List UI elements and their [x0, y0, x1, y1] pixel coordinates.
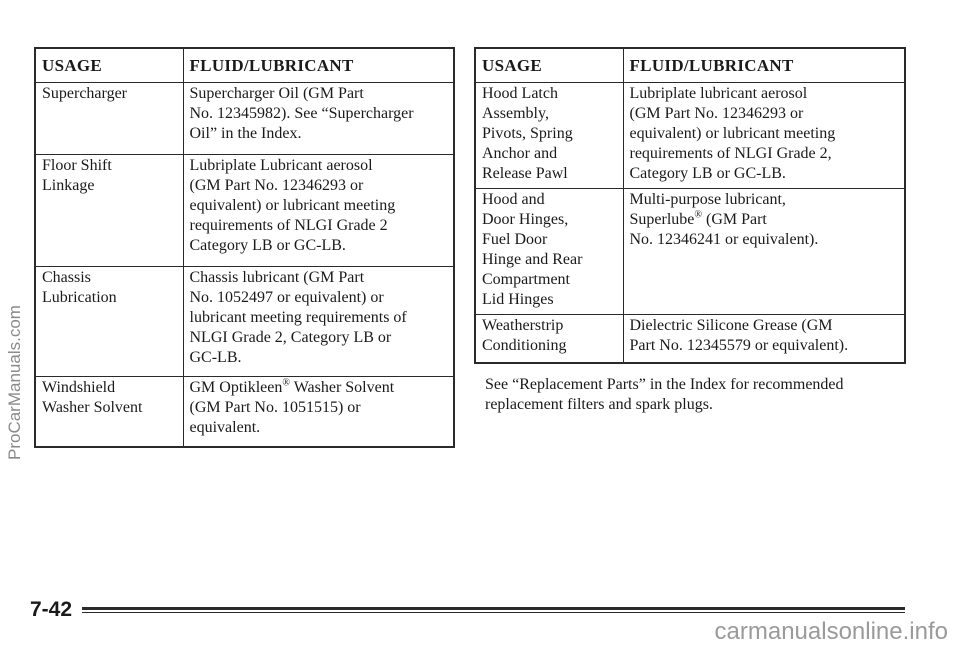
- usage-cell: Windshield Washer Solvent: [35, 377, 183, 447]
- footer-rule: [82, 607, 905, 610]
- usage-cell: Supercharger: [35, 83, 183, 155]
- fluid-text: Washer Solvent (GM Part No. 1051515) or equivalent.: [189, 379, 395, 436]
- usage-cell: Chassis Lubrication: [35, 267, 183, 377]
- fluid-cell: Dielectric Silicone Grease (GM Part No. 12345579 or equivalent).: [623, 315, 905, 363]
- footer-rule-thin: [82, 612, 905, 613]
- usage-cell: Floor Shift Linkage: [35, 155, 183, 267]
- table-row: [475, 189, 905, 315]
- table-row: [35, 155, 454, 267]
- fluid-cell: [623, 189, 905, 315]
- fluid-table-right: [474, 47, 906, 364]
- fluid-cell: Lubriplate lubricant aerosol (GM Part No. 12346293 or equivalent) or lubricant meeting requirements of NLGI Grade 2, Category LB or GC-LB.: [623, 83, 905, 189]
- usage-cell: Hood Latch Assembly, Pivots, Spring Anchor and Release Pawl: [475, 83, 623, 189]
- page-number: 7-42: [30, 598, 73, 621]
- fluid-text: (GM Part No. 12346241 or equivalent).: [629, 211, 819, 248]
- table-header-row: [475, 48, 905, 83]
- fluid-text: GM Optikleen: [189, 379, 283, 396]
- watermark-side: ProCarManuals.com: [5, 305, 24, 460]
- watermark-bottom: carmanualsonline.info: [714, 618, 948, 645]
- table-row: [35, 83, 454, 155]
- usage-cell: Weatherstrip Conditioning: [475, 315, 623, 363]
- column-header-usage: USAGE: [35, 48, 183, 83]
- fluid-text: Multi-purpose lubricant, Superlube: [629, 191, 786, 228]
- registered-mark: ®: [282, 377, 290, 389]
- table-row: [475, 83, 905, 189]
- fluid-cell: Chassis lubricant (GM Part No. 1052497 or equivalent) or lubricant meeting requirements of NLGI Grade 2, Category LB or GC-LB.: [183, 267, 454, 377]
- fluid-cell: Lubriplate Lubricant aerosol (GM Part No. 12346293 or equivalent) or lubricant meeting requirements of NLGI Grade 2 Category LB or GC-LB.: [183, 155, 454, 267]
- table-row: [475, 315, 905, 363]
- table-row: [35, 377, 454, 447]
- table-header-row: [35, 48, 454, 83]
- fluid-cell: Supercharger Oil (GM Part No. 12345982). See “Supercharger Oil” in the Index.: [183, 83, 454, 155]
- replacement-parts-note: See “Replacement Parts” in the Index for recommended replacement filters and spark plugs.: [485, 376, 844, 413]
- usage-cell: Hood and Door Hinges, Fuel Door Hinge and Rear Compartment Lid Hinges: [475, 189, 623, 315]
- fluid-cell: [183, 377, 454, 447]
- fluid-table-left: [34, 47, 455, 448]
- registered-mark: ®: [694, 209, 702, 221]
- column-header-fluid: FLUID/LUBRICANT: [623, 48, 905, 83]
- column-header-fluid: FLUID/LUBRICANT: [183, 48, 454, 83]
- table-row: [35, 267, 454, 377]
- column-header-usage: USAGE: [475, 48, 623, 83]
